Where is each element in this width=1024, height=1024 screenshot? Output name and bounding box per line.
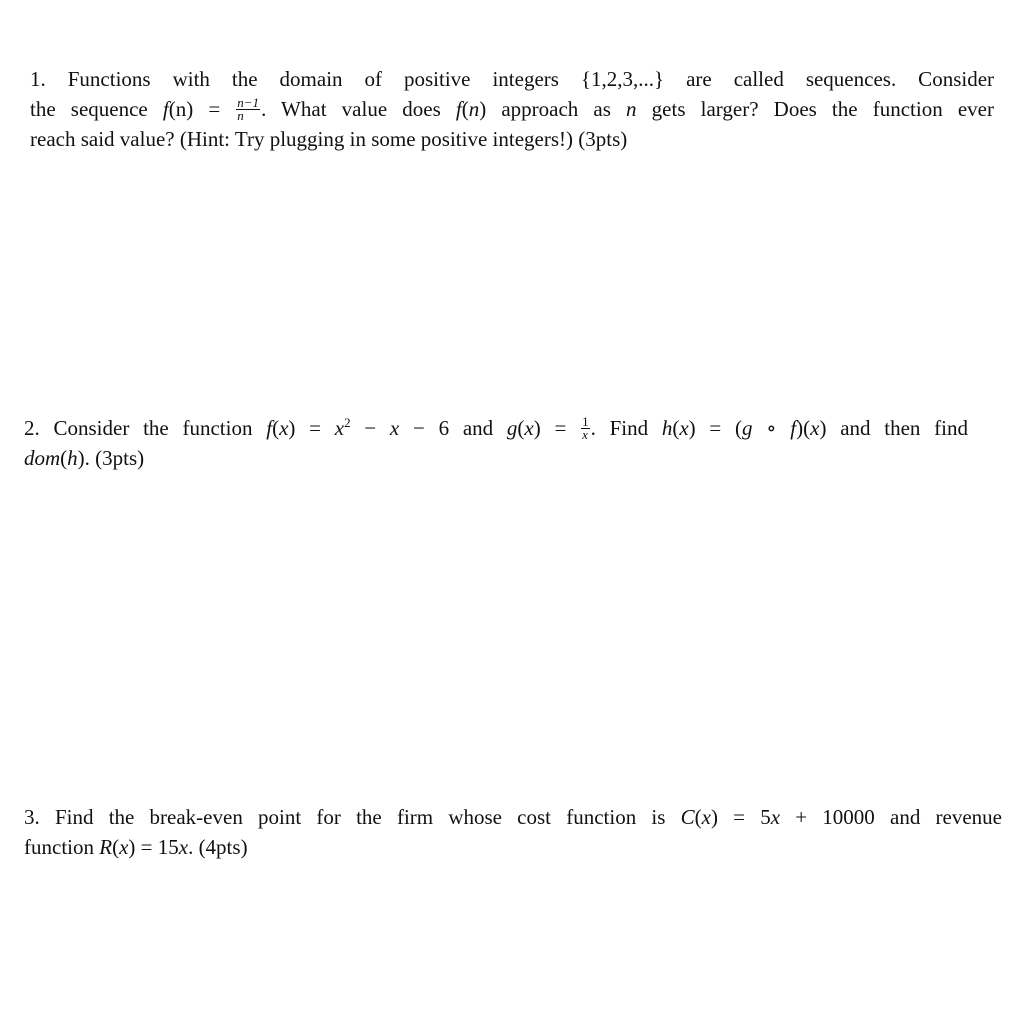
problem-2 [24, 413, 968, 473]
problem-3 [24, 802, 1002, 862]
problem-3-number: 3. [24, 805, 40, 829]
problem-2-line-1: 2. Consider the function $f(x) = x^2 - x - 6$ and g(x) = $\frac{1}{x}$ . Find h(x) = (g ∘ f)(x) and then find [24, 413, 969, 442]
problem-2-line-2: dom(h). (3pts) [24, 446, 145, 470]
problem-2-number: 2. [24, 416, 40, 440]
fraction-1-over-x: $\frac{1}{x}$ [582, 413, 589, 442]
problem-1 [30, 64, 994, 154]
problem-1-line-1: 1. Functions with the domain of positive integers {1,2,3,...} are called sequences. Consider [30, 67, 995, 91]
problem-3-line-1: 3. Find the break-even point for the firm whose cost function is C(x) = 5x + 10000 and revenue [24, 805, 1002, 829]
problem-1-number: 1. [30, 67, 46, 91]
fraction-n-minus-1-over-n: $\frac{n-1}{n}$ [237, 94, 260, 123]
problem-1-line-2: the sequence f(n) = $\frac{n-1}{n}$ . What value does f(n) approach as n gets larger? Does the function ever [30, 94, 994, 123]
problem-3-line-2: function R(x) = 15x. (4pts) [24, 835, 248, 859]
problem-1-line-3: reach said value? (Hint: Try plugging in some positive integers!) (3pts) [30, 127, 628, 151]
